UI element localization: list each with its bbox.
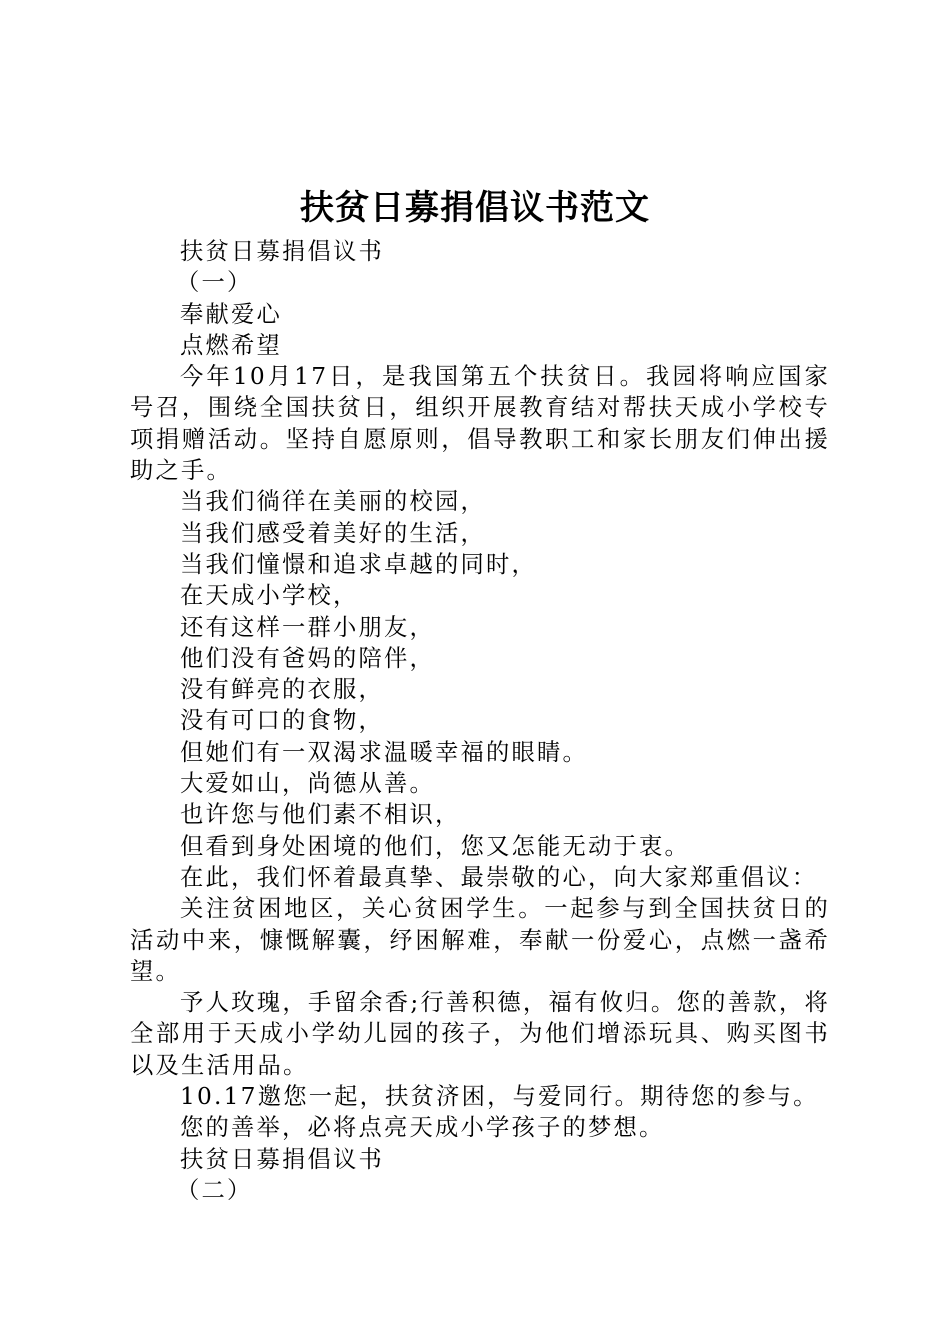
paragraph: 当我们憧憬和追求卓越的同时， <box>180 550 537 578</box>
section-number-paragraph: （二） <box>176 1176 253 1204</box>
paragraph: 在此，我们怀着最真挚、最崇敬的心，向大家郑重倡议： <box>180 863 818 891</box>
subtitle-paragraph: 扶贫日募捐倡议书 <box>180 238 384 265</box>
paragraph: 他们没有爸妈的陪伴， <box>180 644 435 672</box>
paragraph: 今年10月17日，是我国第五个扶贫日。我园将响应国家号召，围绕全国扶贫日，组织开展教育结对帮扶天成小学校专项捐赠活动。坚持自愿原则，倡导教职工和家长朋友们伸出援助之手。 <box>130 363 830 485</box>
subtitle-paragraph: 扶贫日募捐倡议书 <box>180 1145 384 1173</box>
paragraph: 您的善举，必将点亮天成小学孩子的梦想。 <box>180 1114 665 1142</box>
paragraph: 予人玫瑰，手留余香;行善积德，福有攸归。您的善款，将全部用于天成小学幼儿园的孩子，为他们增添玩具、购买图书以及生活用品。 <box>130 989 830 1079</box>
paragraph: 大爱如山，尚德从善。 <box>180 770 435 798</box>
paragraph: 10.17邀您一起，扶贫济困，与爱同行。期待您的参与。 <box>180 1083 819 1111</box>
paragraph: 但她们有一双渴求温暖幸福的眼睛。 <box>180 738 588 766</box>
paragraph: 点燃希望 <box>180 331 282 359</box>
paragraph: 还有这样一群小朋友， <box>180 613 435 641</box>
document-title: 扶贫日募捐倡议书范文 <box>300 188 650 228</box>
paragraph: 当我们徜徉在美丽的校园， <box>180 488 486 516</box>
paragraph: 但看到身处困境的他们，您又怎能无动于衷。 <box>180 832 690 860</box>
document-body <box>130 236 830 1206</box>
paragraph: 也许您与他们素不相识， <box>180 801 461 829</box>
paragraph: 没有可口的食物， <box>180 707 384 735</box>
paragraph: 在天成小学校， <box>180 582 359 610</box>
paragraph: 当我们感受着美好的生活， <box>180 519 486 547</box>
paragraph: 奉献爱心 <box>180 300 282 328</box>
section-number-paragraph: （一） <box>176 269 253 297</box>
paragraph: 关注贫困地区，关心贫困学生。一起参与到全国扶贫日的活动中来，慷慨解囊，纾困解难，奉献一份爱心，点燃一盏希望。 <box>130 895 830 985</box>
paragraph: 没有鲜亮的衣服， <box>180 676 384 704</box>
